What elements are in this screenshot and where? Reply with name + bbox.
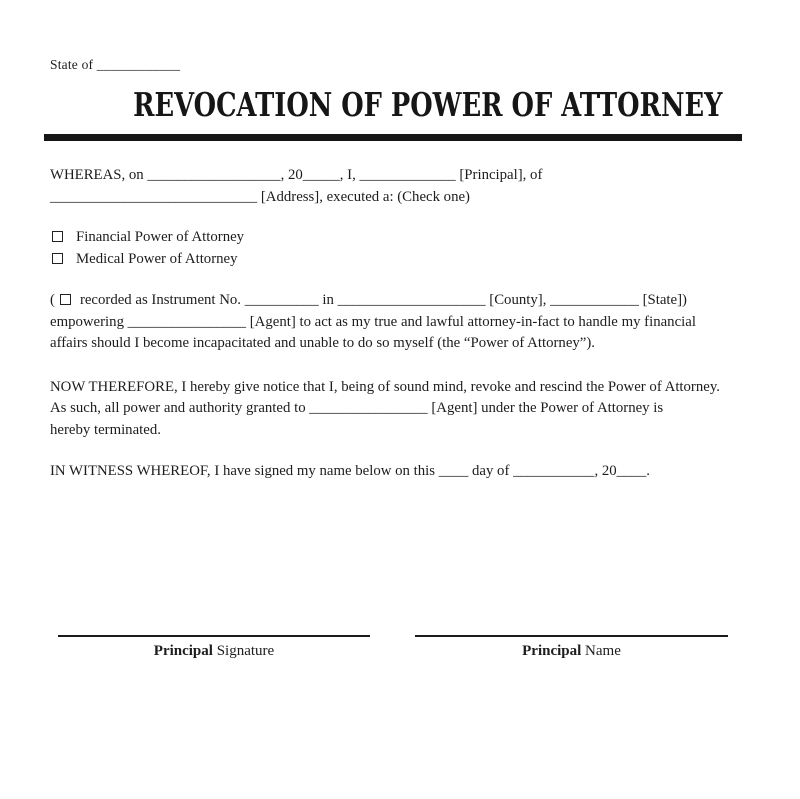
- principal-name-label-bold: Principal: [522, 642, 582, 659]
- principal-name-line[interactable]: [415, 635, 728, 637]
- medical-poa-option: [50, 249, 742, 271]
- title-divider-rule: [44, 134, 742, 141]
- page-title-text: REVOCATION OF POWER OF ATTORNEY: [133, 85, 723, 124]
- recorded-line-3: affairs should I become incapacitated and unable to do so myself (the “Power of Attorney”).: [50, 335, 595, 351]
- recorded-line-1: [50, 290, 742, 312]
- whereas-clause: [50, 165, 742, 208]
- page-title: [50, 87, 742, 130]
- open-paren: (: [50, 292, 55, 308]
- witness-clause: [50, 461, 742, 483]
- poa-type-options: [50, 227, 742, 270]
- checkbox-icon[interactable]: [52, 253, 63, 264]
- whereas-line-1: WHEREAS, on __________________, 20_____, I, _____________ [Principal], of: [50, 167, 543, 183]
- signature-block: [58, 635, 742, 661]
- principal-name-column: [415, 635, 728, 661]
- revocation-line-1: NOW THEREFORE, I hereby give notice that I, being of sound mind, revoke and rescind the Power of Attorney.: [50, 378, 720, 395]
- state-of-line: State of ____________: [50, 57, 181, 72]
- revocation-line-2: As such, all power and authority granted to ________________ [Agent] under the Power of Attorney is: [50, 400, 664, 416]
- recorded-line-2: empowering ________________ [Agent] to act as my true and lawful attorney-in-fact to handle my financial: [50, 313, 696, 330]
- financial-poa-label: Financial Power of Attorney: [76, 229, 245, 245]
- recorded-clause: [50, 290, 742, 355]
- principal-name-label-regular: Name: [581, 642, 621, 659]
- principal-signature-line[interactable]: [58, 635, 370, 637]
- witness-line-1: IN WITNESS WHEREOF, I have signed my name below on this ____ day of ___________, 20____.: [50, 463, 650, 479]
- principal-signature-label-regular: Signature: [212, 642, 275, 659]
- checkbox-icon[interactable]: [60, 294, 71, 305]
- revocation-clause: [50, 377, 742, 442]
- financial-poa-option: [50, 227, 742, 249]
- principal-signature-label-bold: Principal: [153, 642, 213, 659]
- medical-poa-label: Medical Power of Attorney: [76, 250, 238, 267]
- revocation-line-3: hereby terminated.: [50, 421, 161, 438]
- recorded-line-1-text: recorded as Instrument No. __________ in ____________________ [County], ____________ [State]): [79, 292, 687, 308]
- principal-name-label: [415, 642, 728, 661]
- principal-signature-label: [58, 642, 370, 661]
- document-page: [0, 56, 800, 799]
- whereas-line-2: ____________________________ [Address], executed a: (Check one): [50, 188, 470, 205]
- principal-signature-column: [58, 635, 370, 661]
- checkbox-icon[interactable]: [52, 231, 63, 242]
